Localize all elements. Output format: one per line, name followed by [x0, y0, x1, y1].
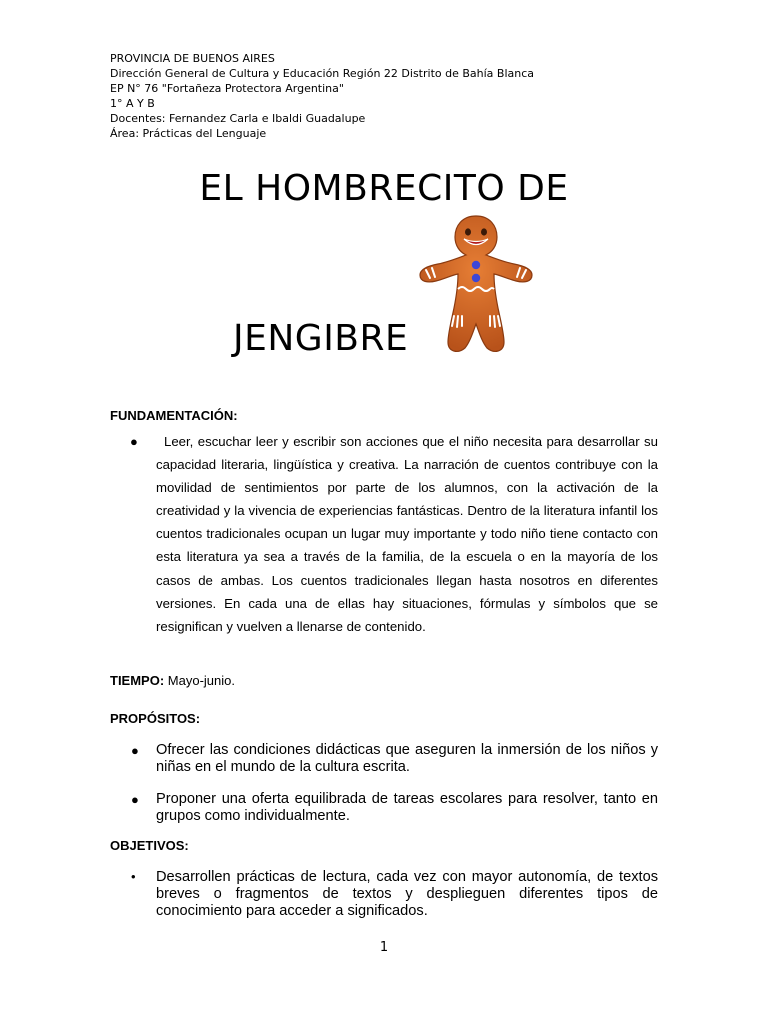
header-line-area: Área: Prácticas del Lenguaje: [110, 127, 267, 140]
header-line-school: EP N° 76 "Fortañeza Protectora Argentina": [110, 82, 344, 95]
page-number: 1: [379, 940, 389, 955]
bullet-icon: ●: [130, 434, 138, 449]
bullet-icon: ●: [131, 743, 139, 758]
proposito-item: Proponer una oferta equilibrada de tareas escolares para resolver, tanto en grupos como individualmente.: [156, 791, 658, 824]
tiempo-label: TIEMPO:: [110, 673, 165, 688]
tiempo-value: Mayo-junio.: [167, 673, 235, 688]
header-line-province: PROVINCIA DE BUENOS AIRES: [110, 52, 275, 65]
tiempo-line: [110, 673, 235, 688]
header-line-grade: 1° A Y B: [110, 97, 155, 110]
header-line-direction: Dirección General de Cultura y Educación Región 22 Distrito de Bahía Blanca: [110, 67, 535, 80]
section-heading-objetivos: OBJETIVOS:: [110, 838, 189, 853]
document-header: [110, 51, 534, 141]
bullet-icon: ●: [131, 792, 139, 807]
section-heading-fundamentacion: FUNDAMENTACIÓN:: [110, 408, 238, 423]
objetivo-item: Desarrollen prácticas de lectura, cada vez con mayor autonomía, de textos breves o fragmentos de textos y desplieguen diferentes tipos de conocimiento para acceder a significados.: [156, 869, 658, 919]
title-line-1: EL HOMBRECITO DE: [199, 168, 569, 209]
gingerbread-man-icon: [418, 212, 534, 356]
section-heading-propositos: PROPÓSITOS:: [110, 711, 201, 726]
title-line-2: JENGIBRE: [233, 318, 409, 359]
header-line-teachers: Docentes: Fernandez Carla e Ibaldi Guadalupe: [110, 112, 366, 125]
bullet-icon: •: [131, 869, 136, 884]
proposito-item: Ofrecer las condiciones didácticas que aseguren la inmersión de los niños y niñas en el mundo de la cultura escrita.: [156, 742, 658, 775]
fundamentacion-paragraph: Leer, escuchar leer y escribir son acciones que el niño necesita para desarrollar su capacidad literaria, lingüística y creativa. La narración de cuentos contribuye con la movilidad de sentimientos por parte de los alumnos, con la activación de la creatividad y la vivencia de experiencias fantásticas. Dentro de la literatura infantil los cuentos tradicionales ocupan un lugar muy importante y todo niño tiene contacto con esta literatura ya sea a través de la familia, de la escuela o en la mayoría de los casos de ambas. Los cuentos tradicionales llegan hasta nosotros en diferentes versiones. En cada una de ellas hay situaciones, fórmulas y símbolos que se resignifican y vuelven a llenarse de contenido.: [156, 434, 658, 634]
